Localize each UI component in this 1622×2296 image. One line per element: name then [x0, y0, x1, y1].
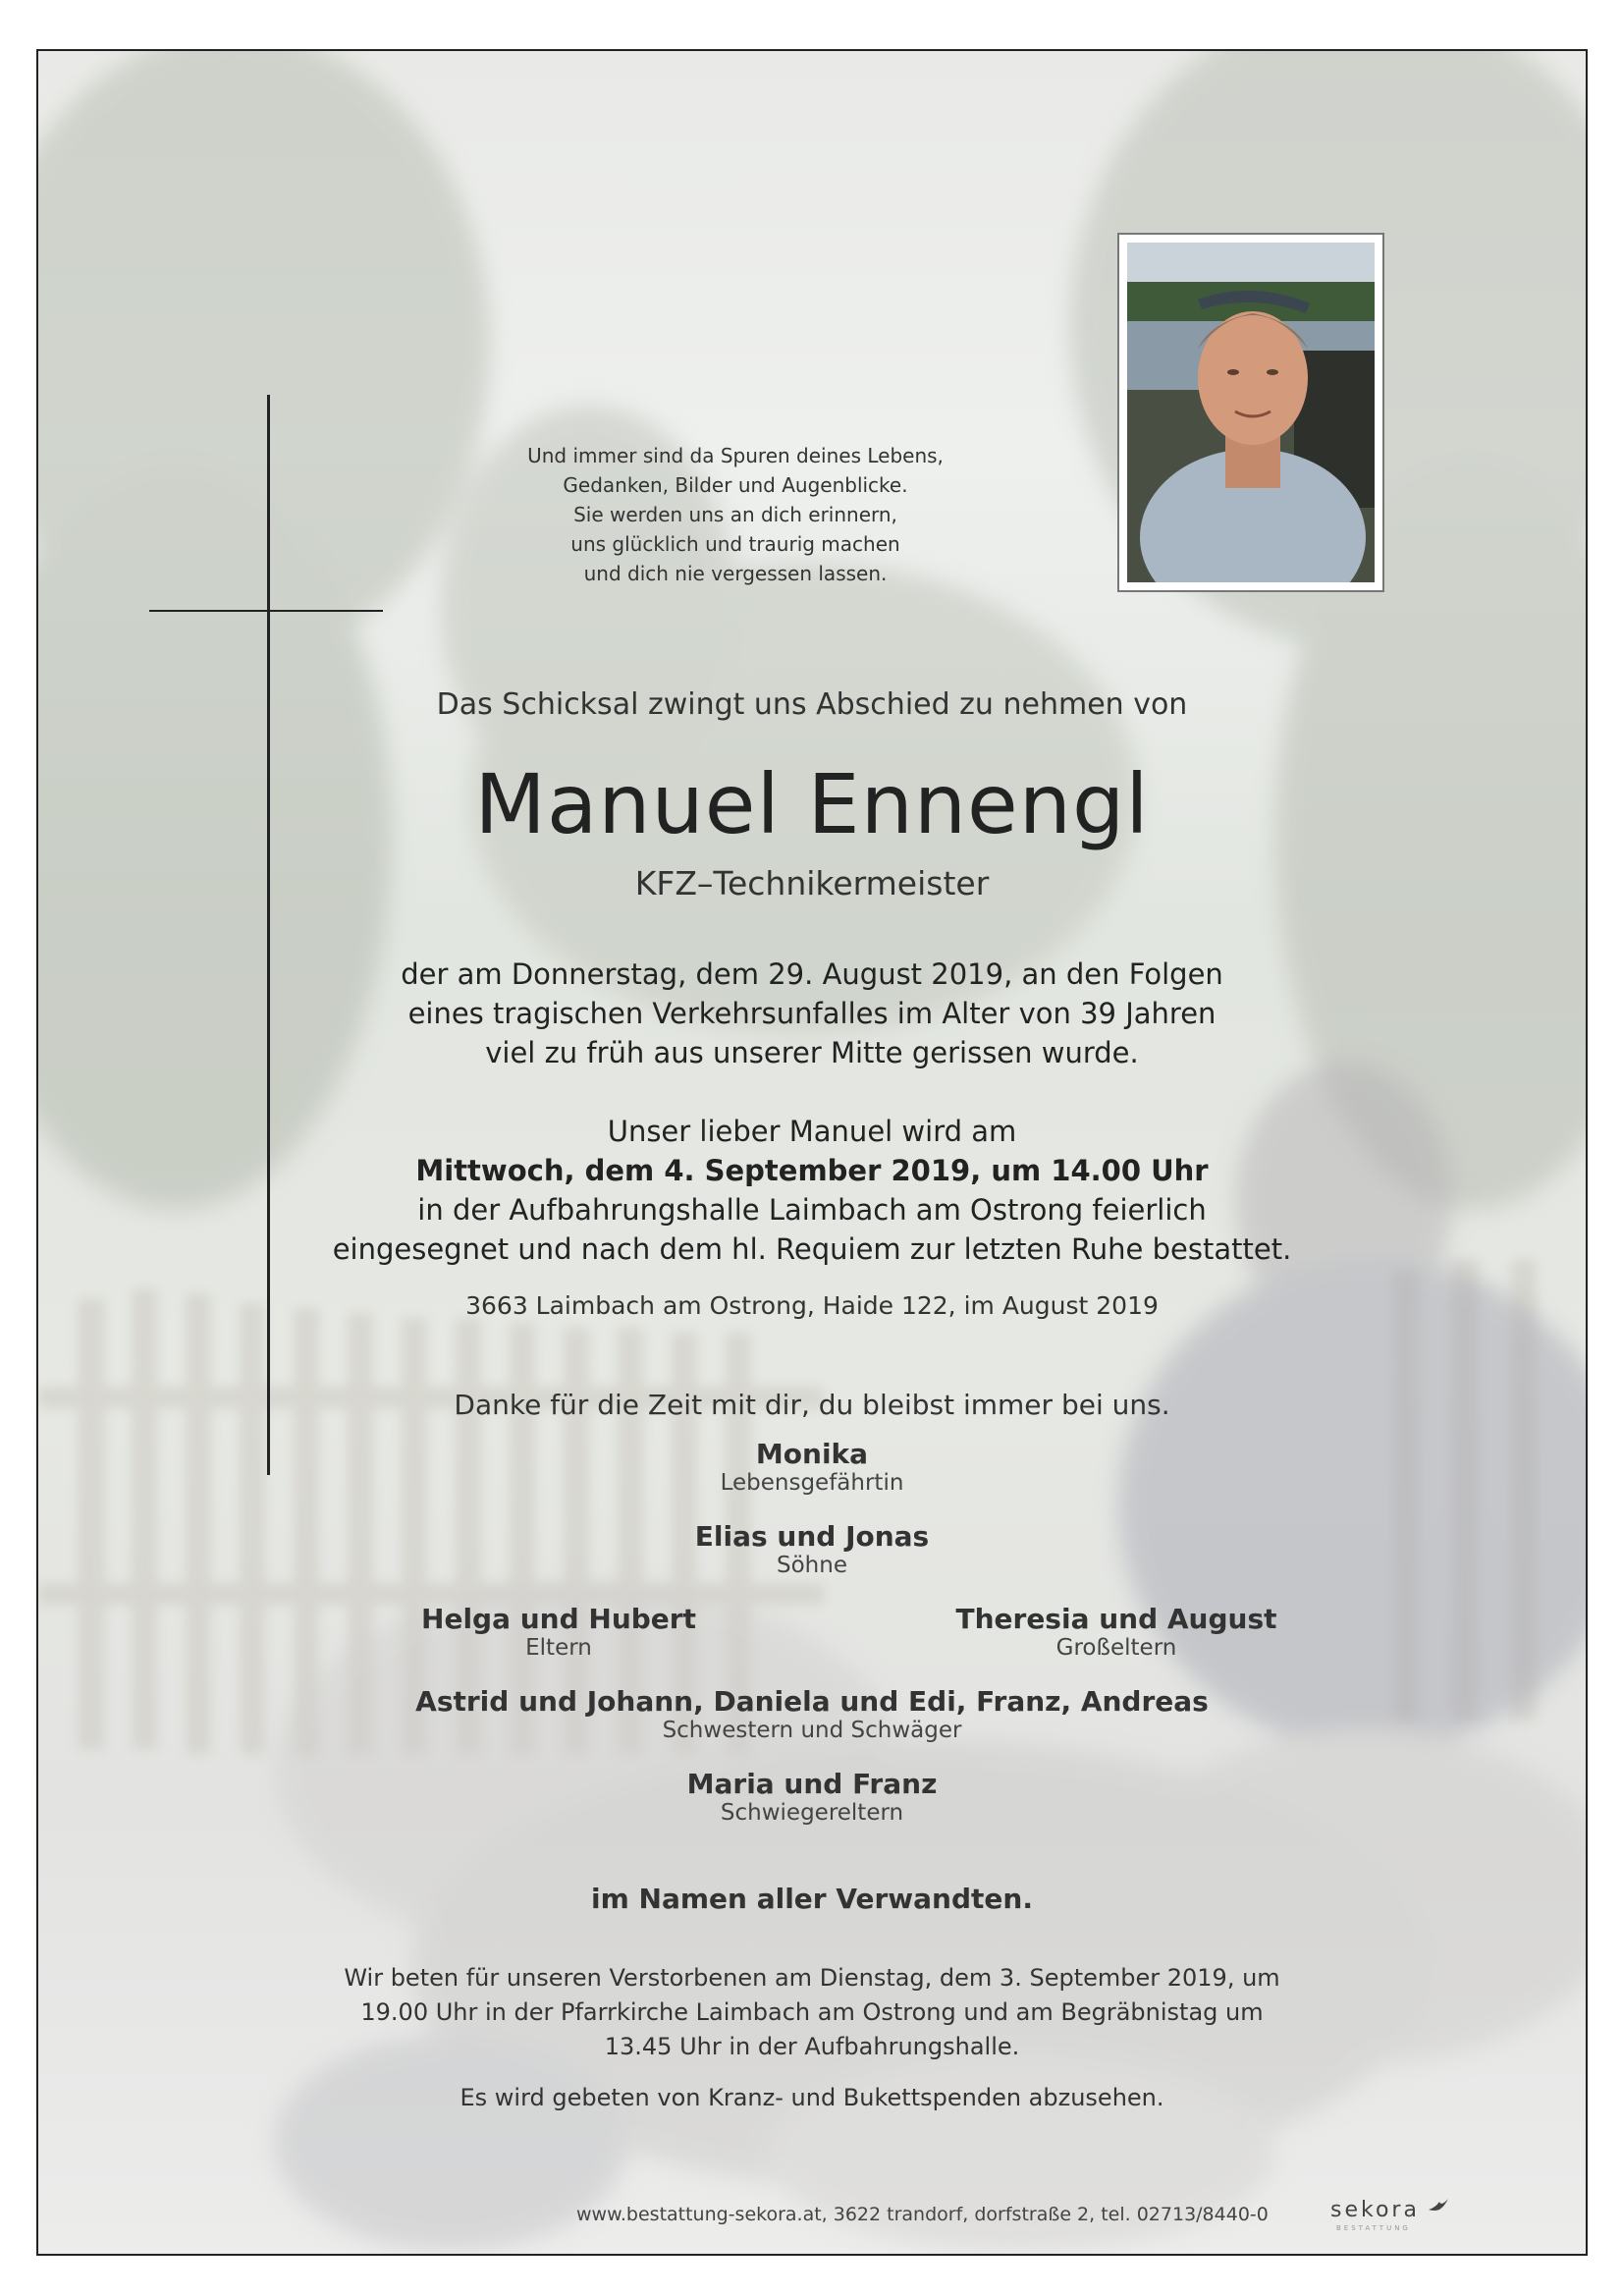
mourner-group	[38, 1520, 1586, 1578]
mourner-role: Schwestern und Schwäger	[662, 1718, 962, 1743]
address-line: 3663 Laimbach am Ostrong, Haide 122, im August 2019	[465, 1291, 1159, 1320]
mourner-group	[38, 1685, 1586, 1743]
mourner-names: Monika	[755, 1438, 869, 1470]
deceased-title: KFZ–Technikermeister	[634, 864, 990, 902]
bird-icon	[1428, 2198, 1449, 2214]
mourner-group	[38, 1768, 1586, 1826]
mourner-group	[38, 1438, 1586, 1496]
prayer-line: Wir beten für unseren Verstorbenen am Dienstag, dem 3. September 2019, um	[344, 1964, 1280, 1992]
mourner-names: Helga und Hubert	[421, 1603, 696, 1635]
footer-contact: www.bestattung-sekora.at, 3622 trandorf, dorfstraße 2, tel. 02713/8440-0	[576, 2204, 1269, 2225]
mourner-names: Elias und Jonas	[694, 1520, 930, 1553]
prayer-line: 19.00 Uhr in der Pfarrkirche Laimbach am Ostrong und am Begräbnistag um	[360, 1998, 1264, 2026]
prayer-notice	[38, 1961, 1586, 2064]
flowers-note: Es wird gebeten von Kranz- und Bukettspenden abzusehen.	[460, 2084, 1164, 2111]
cross-horizontal-bar	[149, 610, 383, 612]
death-notice-line: der am Donnerstag, dem 29. August 2019, an den Folgen	[401, 957, 1223, 991]
poem-line: uns glücklich und traurig machen	[570, 532, 900, 556]
mourner-role: Großeltern	[1055, 1635, 1177, 1661]
mourner-role: Söhne	[777, 1553, 847, 1578]
card-content	[38, 51, 1586, 2254]
logo-text: sekora	[1330, 2198, 1420, 2222]
portrait-photo	[1117, 233, 1384, 592]
funeral-line-4: eingesegnet und nach dem hl. Requiem zur letzten Ruhe bestattet.	[332, 1232, 1292, 1266]
prayer-line: 13.45 Uhr in der Aufbahrungshalle.	[604, 2033, 1020, 2060]
mourner-names: Maria und Franz	[686, 1768, 938, 1800]
obituary-card	[36, 49, 1588, 2256]
death-notice	[38, 955, 1586, 1072]
closing-line: im Namen aller Verwandten.	[591, 1883, 1033, 1915]
memorial-poem	[500, 441, 971, 588]
poem-line: Und immer sind da Spuren deines Lebens,	[527, 444, 944, 467]
funeral-line-3: in der Aufbahrungshalle Laimbach am Ostrong feierlich	[417, 1193, 1207, 1227]
funeral-line-1: Unser lieber Manuel wird am	[607, 1115, 1017, 1148]
mourner-role: Schwiegereltern	[720, 1800, 904, 1826]
deceased-name: Manuel Ennengl	[474, 756, 1150, 852]
mourner-role: Eltern	[525, 1635, 592, 1661]
poem-line: und dich nie vergessen lassen.	[583, 562, 888, 585]
funeral-notice	[38, 1112, 1586, 1269]
thanks-line: Danke für die Zeit mit dir, du bleibst immer bei uns.	[454, 1389, 1170, 1421]
death-notice-line: eines tragischen Verkehrsunfalles im Alter von 39 Jahren	[407, 997, 1216, 1030]
portrait-image	[1127, 243, 1375, 582]
funeral-date: Mittwoch, dem 4. September 2019, um 14.00 Uhr	[415, 1154, 1209, 1187]
logo-subtext: BESTATTUNG	[1336, 2224, 1411, 2232]
poem-line: Gedanken, Bilder und Augenblicke.	[563, 473, 908, 497]
mourner-names: Astrid und Johann, Daniela und Edi, Franz, Andreas	[415, 1685, 1209, 1718]
intro-line: Das Schicksal zwingt uns Abschied zu nehmen von	[436, 687, 1188, 722]
poem-line: Sie werden uns an dich erinnern,	[573, 503, 897, 526]
mourner-names: Theresia und August	[955, 1603, 1277, 1635]
death-notice-line: viel zu früh aus unserer Mitte gerissen wurde.	[485, 1036, 1139, 1069]
mourner-role: Lebensgefährtin	[720, 1470, 904, 1496]
sekora-logo	[1330, 2198, 1449, 2222]
